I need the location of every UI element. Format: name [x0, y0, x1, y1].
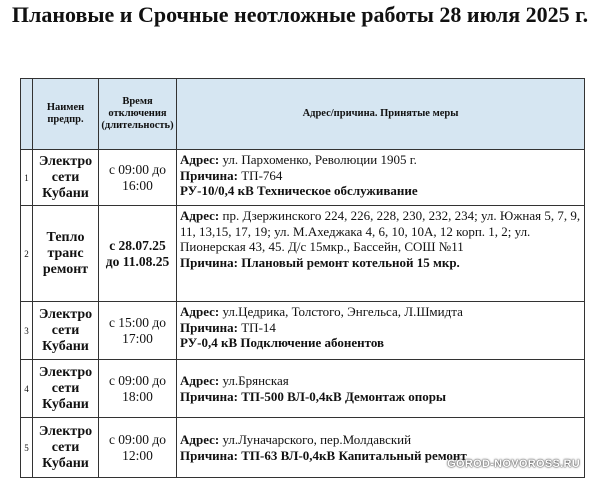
- row-reason: ТП-63 ВЛ-0,4кВ Капитальный ремонт: [241, 447, 467, 463]
- row-org: Электро сети Кубани: [33, 360, 99, 418]
- row-org: Электро сети Кубани: [33, 302, 99, 360]
- row-time: с 09:00 до 18:00: [99, 360, 177, 418]
- reason-label: Причина:: [180, 319, 238, 335]
- table-row: [21, 360, 585, 418]
- row-details: [177, 302, 585, 360]
- row-details: [177, 150, 585, 206]
- row-number: 1: [21, 150, 33, 206]
- row-time: с 15:00 до 17:00: [99, 302, 177, 360]
- reason-label: Причина:: [180, 167, 238, 183]
- row-org: Электро сети Кубани: [33, 418, 99, 478]
- header-num: [21, 79, 33, 150]
- table-row: [21, 206, 585, 302]
- row-time: с 09:00 до 12:00: [99, 418, 177, 478]
- row-details: [177, 206, 585, 302]
- row-number: 2: [21, 206, 33, 302]
- address-label: Адрес:: [180, 432, 220, 447]
- row-number: 3: [21, 302, 33, 360]
- row-address: пр. Дзержинского 224, 226, 228, 230, 232, 234; ул. Южная 5, 7, 9, 11, 13,15, 17, 19; ул. М.Ахеджака 4, 6, 10, 10А, 12 корп. 1, 2; ул. Пионерская 43, 45. Д/с 15мкр., Бассейн, СОШ №11: [180, 208, 581, 254]
- row-address: ул.Цедрика, Толстого, Энгельса, Л.Шмидта: [222, 304, 463, 319]
- row-number: 5: [21, 418, 33, 478]
- page-title: Плановые и Срочные неотложные работы 28 июля 2025 г.: [11, 2, 589, 27]
- row-details: [177, 360, 585, 418]
- reason-label: Причина:: [180, 388, 238, 404]
- row-measure: РУ-10/0,4 кВ Техническое обслуживание: [180, 183, 418, 198]
- row-reason: Плановый ремонт котельной 15 мкр.: [241, 254, 460, 270]
- table-row: [21, 150, 585, 206]
- row-address: ул.Брянская: [222, 373, 289, 388]
- row-org: Электро сети Кубани: [33, 150, 99, 206]
- row-time: с 09:00 до 16:00: [99, 150, 177, 206]
- row-time: с 28.07.25 до 11.08.25: [99, 206, 177, 302]
- header-org: Наимен предпр.: [33, 79, 99, 150]
- address-label: Адрес:: [180, 152, 220, 167]
- row-number: 4: [21, 360, 33, 418]
- outage-table: [20, 78, 585, 478]
- reason-label: Причина:: [180, 254, 238, 270]
- table-header-row: [21, 79, 585, 150]
- header-addr: Адрес/причина. Принятые меры: [177, 79, 585, 150]
- address-label: Адрес:: [180, 208, 220, 223]
- reason-label: Причина:: [180, 447, 238, 463]
- row-address: ул.Луначарского, пер.Молдавский: [222, 432, 412, 447]
- row-org: Тепло транс ремонт: [33, 206, 99, 302]
- row-reason: ТП-14: [241, 319, 276, 335]
- row-measure: РУ-0,4 кВ Подключение абонентов: [180, 335, 385, 350]
- address-label: Адрес:: [180, 304, 220, 319]
- row-reason: ТП-764: [241, 167, 283, 183]
- row-reason: ТП-500 ВЛ-0,4кВ Демонтаж опоры: [241, 388, 447, 404]
- address-label: Адрес:: [180, 373, 220, 388]
- row-address: ул. Пархоменко, Революции 1905 г.: [222, 152, 417, 167]
- header-time: Время отключения (длительность): [99, 79, 177, 150]
- table-row: [21, 302, 585, 360]
- site-watermark: GOROD-NOVOROSS.RU: [447, 458, 580, 470]
